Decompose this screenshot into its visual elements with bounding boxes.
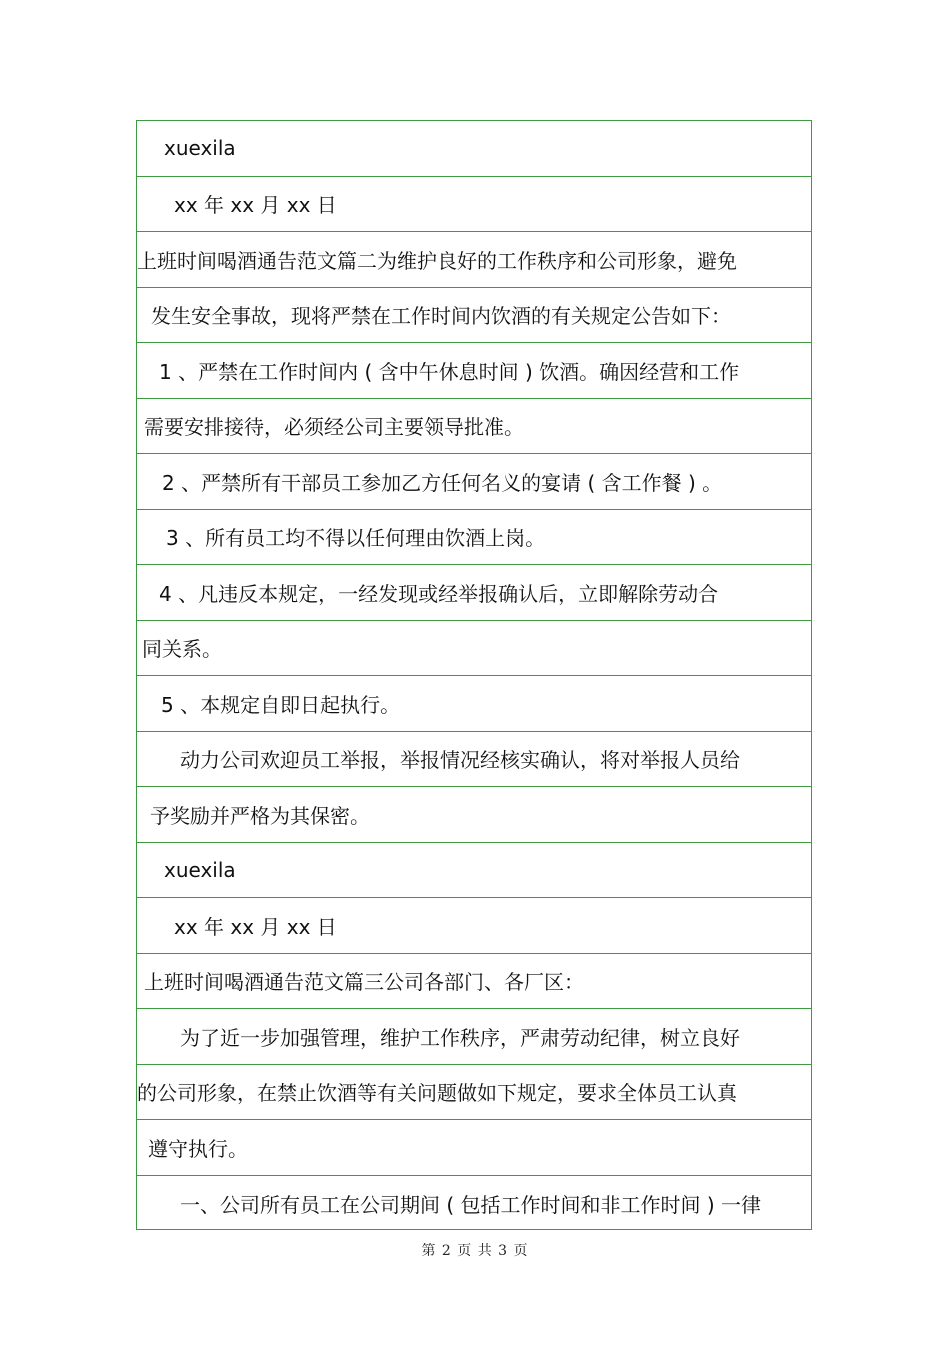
table-row	[137, 232, 811, 288]
row-text: 发生安全事故，现将严禁在工作时间内饮酒的有关规定公告如下：	[151, 304, 731, 329]
table-row	[137, 621, 811, 677]
page-number-footer: 第 2 页 共 3 页	[421, 1243, 529, 1259]
row-text: 需要安排接待，必须经公司主要领导批准。	[144, 415, 524, 440]
row-text: 5 、本规定自即日起执行。	[161, 692, 401, 717]
row-text: 一、公司所有员工在公司期间 ( 包括工作时间和非工作时间 ) 一律	[180, 1192, 762, 1217]
row-text: xuexila	[164, 136, 236, 161]
table-row	[137, 898, 811, 954]
row-text: 2 、严禁所有干部员工参加乙方任何名义的宴请 ( 含工作餐 ) 。	[162, 470, 723, 495]
row-text: xuexila	[164, 857, 236, 882]
row-text: 动力公司欢迎员工举报，举报情况经核实确认，将对举报人员给	[180, 748, 740, 773]
row-text: 同关系。	[142, 637, 222, 662]
table-row	[137, 399, 811, 455]
row-text: 予奖励并严格为其保密。	[150, 803, 370, 828]
table-row	[137, 1176, 811, 1232]
row-text: 为了近一步加强管理，维护工作秩序，严肃劳动纪律，树立良好	[180, 1025, 740, 1050]
table-row	[137, 454, 811, 510]
table-row	[137, 1009, 811, 1065]
table-row	[137, 121, 811, 177]
row-text: 上班时间喝酒通告范文篇三公司各部门、各厂区：	[144, 970, 584, 995]
table-row	[137, 510, 811, 566]
table-row	[137, 843, 811, 899]
row-text: xx 年 xx 月 xx 日	[174, 193, 337, 218]
row-text: 的公司形象，在禁止饮酒等有关问题做如下规定，要求全体员工认真	[137, 1081, 737, 1106]
table-row	[137, 565, 811, 621]
row-text: 4 、凡违反本规定，一经发现或经举报确认后，立即解除劳动合	[159, 581, 719, 606]
row-text: 遵守执行。	[148, 1136, 248, 1161]
table-row	[137, 1065, 811, 1121]
row-text: 1 、严禁在工作时间内 ( 含中午休息时间 ) 饮酒。确因经营和工作	[159, 359, 740, 384]
table-row	[137, 343, 811, 399]
table-row	[137, 676, 811, 732]
table-row	[137, 954, 811, 1010]
row-text: xx 年 xx 月 xx 日	[174, 914, 337, 939]
table-row	[137, 787, 811, 843]
table-row	[137, 177, 811, 233]
document-table	[136, 120, 812, 1230]
table-row	[137, 288, 811, 344]
row-text: 上班时间喝酒通告范文篇二为维护良好的工作秩序和公司形象，避免	[137, 248, 737, 273]
row-text: 3 、所有员工均不得以任何理由饮酒上岗。	[166, 526, 546, 551]
table-row	[137, 732, 811, 788]
table-row	[137, 1120, 811, 1176]
